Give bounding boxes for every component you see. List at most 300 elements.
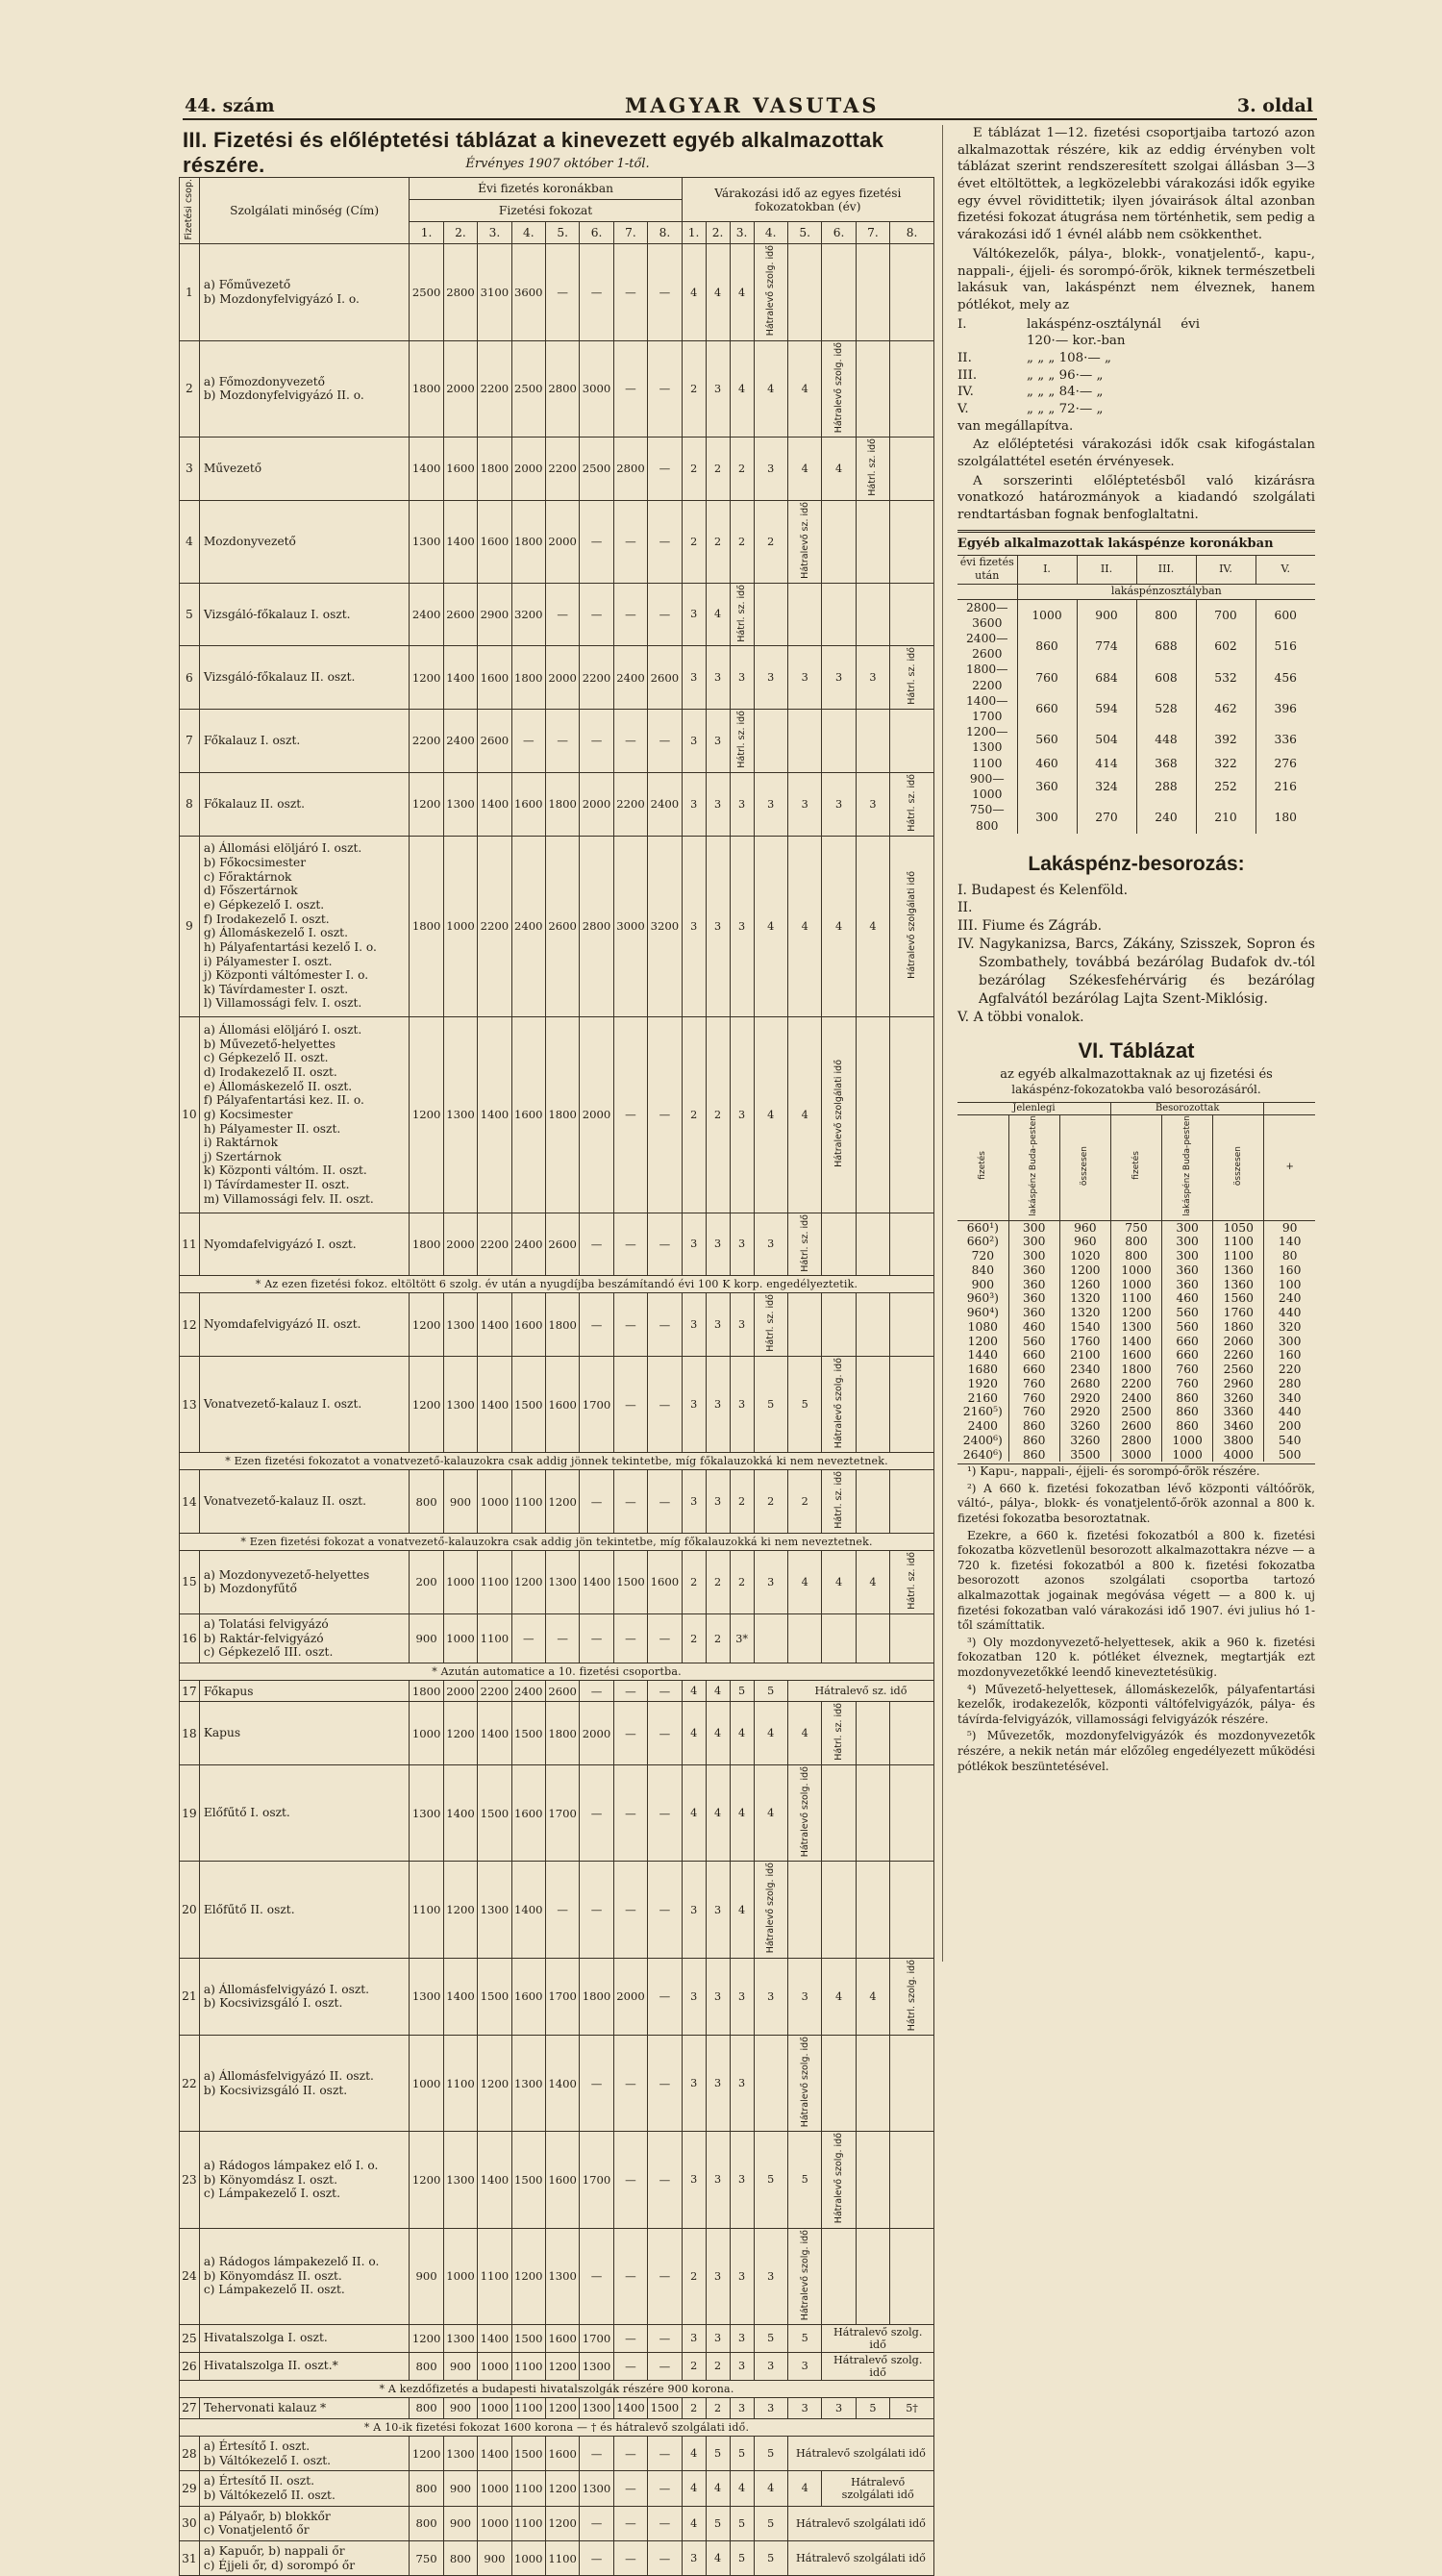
role-name: m) Villamossági felv. II. oszt.	[203, 1191, 374, 1206]
role-name: l) Távírdamester II. oszt.	[203, 1178, 350, 1192]
housing-cell: 210	[1196, 802, 1256, 833]
t6-cell: 2960	[1213, 1377, 1264, 1391]
table-row	[180, 2035, 934, 2131]
housing-col: V.	[1256, 555, 1315, 584]
salary-cell: 800	[443, 2540, 477, 2575]
wait-cell	[890, 1765, 934, 1862]
table-row	[957, 756, 1315, 771]
salary-cell: 1200	[410, 1293, 443, 1357]
table-row	[957, 1291, 1315, 1306]
t6-header	[957, 1114, 1315, 1220]
salary-cell: 1500	[511, 2436, 545, 2470]
t6-cell: 460	[1008, 1320, 1059, 1335]
wait-cell: 2	[682, 1016, 706, 1213]
t6-cell: 560	[1162, 1320, 1213, 1335]
wait-cell: 3	[706, 646, 730, 710]
salary-cell: —	[580, 1681, 613, 1702]
wait-cell: 5	[730, 2506, 754, 2540]
wait-cell	[787, 583, 821, 646]
area-list	[957, 882, 1315, 1027]
t6-cell: 860	[1162, 1405, 1213, 1419]
salary-cell: —	[613, 2035, 647, 2131]
housing-cell: 900—1000	[969, 771, 1005, 802]
wait-cell	[890, 710, 934, 773]
salary-cell: 2600	[545, 1213, 579, 1276]
table-vi-title: VI. Táblázat	[1078, 1038, 1195, 1063]
wait-cell: 4	[754, 1765, 787, 1862]
t6-cell: 1320	[1059, 1291, 1110, 1306]
t6-cell: 2560	[1213, 1363, 1264, 1377]
role-name: f) Pályafentartási kez. II. o.	[203, 1093, 364, 1108]
table-row	[180, 583, 934, 646]
salary-cell: 2600	[648, 646, 683, 710]
remaining-service: Hátralevő szolg. idő	[822, 1357, 856, 1453]
t6-cell: 3800	[1213, 1434, 1264, 1448]
wait-cell: 3	[730, 646, 754, 710]
t6-cell: 660	[1008, 1363, 1059, 1377]
wait-cell: 4	[706, 1681, 730, 1702]
t6-cell: 200	[1264, 1419, 1315, 1434]
salary-cell: 1500	[648, 2397, 683, 2418]
wait-cell: 5	[754, 2132, 787, 2228]
housing-cell: 560	[1017, 724, 1077, 755]
wait-cell	[787, 1862, 821, 1958]
role-name: f) Irodakezelő I. oszt.	[203, 912, 330, 926]
housing-col: évi fizetés után	[957, 555, 1017, 584]
housing-cell: 602	[1196, 631, 1256, 662]
role-names	[199, 1765, 410, 1862]
t6-cell: 960⁴)	[966, 1306, 999, 1320]
salary-cell: —	[613, 2324, 647, 2352]
wait-cell	[822, 2228, 856, 2324]
table-row	[957, 1419, 1315, 1434]
salary-cell: —	[580, 2506, 613, 2540]
wait-cell: 3	[682, 1357, 706, 1453]
table-row	[957, 1263, 1315, 1278]
table-row	[957, 1320, 1315, 1335]
wait-cell: 3	[730, 836, 754, 1016]
t6-col: lakáspénz Buda-pesten	[1008, 1114, 1059, 1220]
role-name: k) Központi váltóm. II. oszt.	[203, 1163, 367, 1178]
salary-cell: 2600	[478, 710, 511, 773]
t6-cell: 300	[1162, 1220, 1213, 1235]
wait-cell	[856, 1765, 889, 1862]
salary-cell: —	[613, 2132, 647, 2228]
wait-cell: 3	[682, 1470, 706, 1534]
salary-cell: —	[613, 1613, 647, 1663]
wait-cell: 5	[706, 2436, 730, 2470]
t6-cell: 1000	[1162, 1434, 1213, 1448]
role-names	[199, 2506, 410, 2540]
salary-cell: —	[613, 2506, 647, 2540]
remaining-service: Hátrl. sz. idő	[822, 1470, 856, 1534]
role-names	[199, 1958, 410, 2035]
wait-cell: 3	[706, 1862, 730, 1958]
salary-cell: 2000	[545, 646, 579, 710]
role-name: Előfűtő I. oszt.	[203, 1806, 290, 1820]
salary-cell: 1000	[478, 1470, 511, 1534]
allowance-list	[957, 316, 1315, 418]
salary-cell: —	[648, 1862, 683, 1958]
table-row	[957, 1249, 1315, 1263]
t6-cell: 1860	[1213, 1320, 1264, 1335]
salary-cell: 2200	[410, 710, 443, 773]
note-text: * A 10-ik fizetési fokozat 1600 korona — † és hátralevő szolgálati idő.	[180, 2418, 934, 2436]
wait-cell: 5	[754, 1681, 787, 1702]
salary-cell: —	[648, 710, 683, 773]
wait-cell	[890, 244, 934, 340]
housing-cell: 270	[1077, 802, 1136, 833]
wait-cell	[822, 1862, 856, 1958]
role-name: Vonatvezető-kalauz I. oszt.	[203, 1397, 362, 1412]
t6-cell: 140	[1264, 1235, 1315, 1249]
table-note	[180, 1534, 934, 1551]
t6-cell: 1020	[1059, 1249, 1110, 1263]
wait-cell: 3	[706, 2324, 730, 2352]
group-number: 5	[180, 583, 200, 646]
table-vi-subtitle: az egyéb alkalmazottaknak az uj fizetési és	[1000, 1066, 1273, 1082]
wait-cell: 3	[730, 2352, 754, 2380]
housing-cell: 414	[1077, 756, 1136, 771]
t6-cell: 360	[1008, 1263, 1059, 1278]
footnote: ⁵) Művezetők, mozdonyfelvigyázók és mozdonyvezetők részére, a nekik netán már előzőleg engedélyezett működési pótlékok beszüntetésével.	[957, 1729, 1315, 1773]
role-name: b) Mozdonyfelvigyázó I. o.	[203, 292, 360, 307]
table-row	[180, 340, 934, 437]
role-name: b) Könyomdász I. oszt.	[203, 2172, 337, 2187]
role-names	[199, 1357, 410, 1453]
group-number: 23	[180, 2132, 200, 2228]
salary-cell: 2400	[511, 1681, 545, 1702]
wait-cell: 4	[754, 1702, 787, 1765]
wait-cell: 4	[682, 2506, 706, 2540]
wait-cell: 4	[730, 1702, 754, 1765]
table-row	[180, 2506, 934, 2540]
salary-cell: 1600	[545, 2324, 579, 2352]
salary-cell: 2800	[580, 836, 613, 1016]
housing-cell: 688	[1136, 631, 1196, 662]
t6-cell: 1050	[1213, 1220, 1264, 1235]
salary-cell: 1200	[410, 1357, 443, 1453]
remaining-service: Hátralevő sz. idő	[787, 500, 821, 583]
remaining-service: Hátralevő szolgálati idő	[787, 2540, 933, 2575]
salary-cell: 3200	[648, 836, 683, 1016]
right-column	[957, 125, 1315, 1776]
table-row	[957, 1348, 1315, 1363]
salary-grade-header: 2.	[443, 222, 477, 244]
wait-cell: 3	[706, 1470, 730, 1534]
wait-cell: 3	[754, 2352, 787, 2380]
group-number: 18	[180, 1702, 200, 1765]
role-name: i) Raktárnok	[203, 1136, 279, 1150]
wait-cell: 3	[706, 1213, 730, 1276]
area-item: IV. Nagykanizsa, Barcs, Zákány, Szisszek, Sopron és Szombathely, továbbá bezárólag Budafok dv.-tól bezárólag Székesfehérvárig és bezárólag Agfalvától bezárólag Lajta Szent-Miklósig.	[957, 937, 1315, 1007]
salary-grade-header: 4.	[511, 222, 545, 244]
role-names	[199, 1681, 410, 1702]
remaining-service: Hátrl. szolg. idő	[890, 1958, 934, 2035]
wait-cell: 4	[787, 2471, 821, 2506]
remaining-service: Hátrl. sz. idő	[856, 438, 889, 501]
wait-cell: 3	[787, 1958, 821, 2035]
table-row	[957, 631, 1315, 662]
salary-grade-header: 7.	[613, 222, 647, 244]
wait-cell: 3	[754, 2228, 787, 2324]
wait-cell: 4	[706, 583, 730, 646]
salary-cell: 3200	[511, 583, 545, 646]
wait-cell	[856, 1016, 889, 1213]
wait-cell	[822, 2035, 856, 2131]
role-name: c) Főraktárnok	[203, 869, 292, 884]
t6-cell: 1100	[1110, 1291, 1161, 1306]
salary-cell: 1300	[545, 1551, 579, 1614]
salary-cell: 1000	[410, 2035, 443, 2131]
role-name: e) Gépkezelő I. oszt.	[203, 897, 325, 912]
salary-cell: 1800	[580, 1958, 613, 2035]
table-note	[180, 2380, 934, 2397]
salary-cell: 1000	[410, 1702, 443, 1765]
salary-cell: 900	[410, 2228, 443, 2324]
salary-cell: 1600	[478, 500, 511, 583]
salary-cell: —	[648, 2506, 683, 2540]
table-row	[180, 244, 934, 340]
group-number: 9	[180, 836, 200, 1016]
t6-cell: 90	[1264, 1220, 1315, 1235]
remaining-service: Hátrl. sz. idő	[787, 1213, 821, 1276]
salary-cell: 800	[410, 2471, 443, 2506]
salary-cell: —	[648, 2436, 683, 2470]
t6-cell: 2600	[1110, 1419, 1161, 1434]
table-row	[180, 1551, 934, 1614]
salary-cell: —	[648, 1016, 683, 1213]
housing-cell: 594	[1077, 693, 1136, 724]
wait-cell: 2	[682, 1613, 706, 1663]
housing-col: III.	[1136, 555, 1196, 584]
salary-cell: 1100	[478, 1551, 511, 1614]
salary-cell: 1400	[511, 1862, 545, 1958]
role-names	[199, 2436, 410, 2470]
remaining-service: Hátralevő szolg. idő	[787, 2035, 821, 2131]
salary-cell: 1300	[545, 2228, 579, 2324]
salary-cell: —	[613, 340, 647, 437]
wait-cell: 3	[730, 1213, 754, 1276]
paragraph: Váltókezelők, pálya-, blokk-, vonatjelentő-, kapu-, nappali-, éjjeli- és sorompó-őrök, kiknek természetbeli lakásuk van, lakáspénzt nem élveznek, hanem pótlékot, mely az	[957, 246, 1315, 313]
t6-cell: 1600	[1110, 1348, 1161, 1363]
wait-cell	[822, 1213, 856, 1276]
area-item: III. Fiume és Zágráb.	[957, 918, 1103, 935]
salary-cell: 2400	[613, 646, 647, 710]
table-note	[180, 1276, 934, 1293]
salary-cell: 900	[443, 2471, 477, 2506]
salary-cell: —	[648, 340, 683, 437]
salary-cell: 1000	[443, 1613, 477, 1663]
role-name: Főkapus	[203, 1684, 254, 1698]
salary-cell: —	[613, 2471, 647, 2506]
wait-cell: 3	[730, 2397, 754, 2418]
salary-table	[179, 177, 934, 2576]
role-name: a) Állomási elöljáró I. oszt.	[203, 841, 362, 856]
housing-cell: 460	[1017, 756, 1077, 771]
salary-cell: 1400	[545, 2035, 579, 2131]
wait-cell	[856, 244, 889, 340]
salary-cell: 1200	[410, 2324, 443, 2352]
salary-cell: 1400	[478, 772, 511, 836]
table-row	[180, 2228, 934, 2324]
salary-cell: 1700	[545, 1765, 579, 1862]
salary-cell: 1100	[511, 2471, 545, 2506]
salary-cell: 1800	[410, 1681, 443, 1702]
salary-cell: 1800	[511, 500, 545, 583]
salary-cell: —	[580, 1213, 613, 1276]
t6-cell: 3260	[1213, 1391, 1264, 1406]
wait-cell	[754, 583, 787, 646]
role-name: g) Kocsimester	[203, 1107, 293, 1121]
t6-cell: 860	[1162, 1419, 1213, 1434]
wait-cell: 4	[730, 340, 754, 437]
paragraph: Az előléptetési várakozási idők csak kifogástalan szolgálattétel esetén érvényesek.	[957, 438, 1315, 470]
housing-cell: 1200—1300	[965, 725, 1008, 755]
t6-cell: 1540	[1059, 1320, 1110, 1335]
t6-cell: 240	[1264, 1291, 1315, 1306]
salary-cell: 2400	[410, 583, 443, 646]
wait-cell: 3	[706, 2228, 730, 2324]
salary-cell: —	[580, 1765, 613, 1862]
salary-cell: —	[648, 2035, 683, 2131]
wait-cell: 3	[754, 1213, 787, 1276]
salary-cell: 1600	[511, 1765, 545, 1862]
t6-cell: 360	[1008, 1278, 1059, 1292]
salary-cell: —	[613, 2436, 647, 2470]
salary-cell: —	[648, 1213, 683, 1276]
wait-cell: 3*	[730, 1613, 754, 1663]
t6-cell: 1000	[1110, 1263, 1161, 1278]
t6-cell: 1300	[1110, 1320, 1161, 1335]
salary-cell: —	[648, 2471, 683, 2506]
t6-cell: 360	[1008, 1306, 1059, 1320]
salary-cell: —	[648, 583, 683, 646]
t6-cell: 960	[1059, 1220, 1110, 1235]
t6-cell: 2800	[1110, 1434, 1161, 1448]
group-number: 19	[180, 1765, 200, 1862]
salary-cell: —	[648, 1681, 683, 1702]
salary-cell: 1000	[478, 2471, 511, 2506]
salary-cell: 1300	[478, 1862, 511, 1958]
salary-cell: 1000	[478, 2506, 511, 2540]
newspaper-name: MAGYAR VASUTAS	[625, 93, 880, 117]
t6-cell: 1200	[967, 1334, 998, 1348]
salary-cell: 1100	[443, 2035, 477, 2131]
wait-cell: 3	[787, 2397, 821, 2418]
t6-cell: 960³)	[966, 1291, 999, 1306]
salary-cell: 750	[410, 2540, 443, 2575]
role-names	[199, 2540, 410, 2575]
salary-cell: 1500	[478, 1765, 511, 1862]
role-name: Főkalauz II. oszt.	[203, 796, 306, 811]
salary-cell: —	[648, 1613, 683, 1663]
remaining-service: Hátralevő sz. idő	[787, 1681, 933, 1702]
t6-cell: 1400	[1110, 1335, 1161, 1349]
group-number: 12	[180, 1293, 200, 1357]
t6-cell: 860	[1162, 1391, 1213, 1406]
housing-cell: 322	[1196, 756, 1256, 771]
salary-cell: 2000	[443, 340, 477, 437]
salary-cell: 1400	[478, 1357, 511, 1453]
table-row	[180, 1016, 934, 1213]
salary-cell: 2600	[545, 1681, 579, 1702]
salary-cell: —	[580, 1293, 613, 1357]
housing-cell: 800	[1136, 599, 1196, 631]
wait-cell: 3	[682, 2324, 706, 2352]
wait-cell	[822, 1613, 856, 1663]
table-subtitle: Érvényes 1907 október 1-től.	[465, 157, 650, 171]
group-number: 3	[180, 438, 200, 501]
t6-cell: 320	[1264, 1320, 1315, 1335]
wait-cell	[822, 1765, 856, 1862]
t6-col: +	[1264, 1114, 1315, 1220]
salary-cell: 2400	[648, 772, 683, 836]
salary-cell: —	[613, 583, 647, 646]
table-row	[180, 2540, 934, 2575]
salary-cell: 1300	[580, 2471, 613, 2506]
remaining-service: Hátrl. sz. idő	[822, 1702, 856, 1765]
wait-cell	[890, 2132, 934, 2228]
role-names	[199, 438, 410, 501]
role-name: Előfűtő II. oszt.	[203, 1902, 295, 1916]
wait-cell	[856, 1293, 889, 1357]
paragraph: van megállapítva.	[957, 418, 1074, 434]
table-row	[180, 646, 934, 710]
salary-cell: 1000	[478, 2397, 511, 2418]
salary-cell: 900	[410, 1613, 443, 1663]
role-name: d) Irodakezelő II. oszt.	[203, 1065, 337, 1079]
salary-cell: —	[613, 2352, 647, 2380]
allowance-item: III. „ „ „ 96·— „	[957, 367, 1104, 383]
t6-cell: 2400	[967, 1419, 998, 1434]
wait-cell: 3	[682, 2132, 706, 2228]
t6-cell: 800	[1110, 1249, 1161, 1263]
t6-cell: 300	[1162, 1249, 1213, 1263]
salary-cell: —	[580, 2540, 613, 2575]
wait-cell	[890, 2228, 934, 2324]
group-number: 1	[180, 244, 200, 340]
housing-cell: 392	[1196, 724, 1256, 755]
wait-cell: 3	[682, 2035, 706, 2131]
remaining-service: Hátrl. sz. idő	[730, 710, 754, 773]
role-names	[199, 1470, 410, 1534]
t6-cell: 300	[1008, 1235, 1059, 1249]
salary-cell: 1200	[410, 646, 443, 710]
t6-cell: 1360	[1213, 1263, 1264, 1278]
column-divider	[942, 125, 943, 1962]
salary-cell: 1700	[580, 1357, 613, 1453]
t6-cell: 3500	[1059, 1448, 1110, 1463]
housing-cell: 760	[1017, 662, 1077, 692]
t6-cell: 860	[1008, 1419, 1059, 1434]
wait-cell: 2	[706, 1613, 730, 1663]
t6-cell: 100	[1264, 1278, 1315, 1292]
page-number: 3. oldal	[1236, 95, 1313, 116]
salary-cell: 900	[443, 2506, 477, 2540]
table-row	[957, 1377, 1315, 1391]
t6-cell: 760	[1008, 1391, 1059, 1406]
t6-cell: 2640⁶)	[962, 1447, 1003, 1462]
salary-cell: 1300	[443, 2324, 477, 2352]
wait-cell: 4	[856, 1551, 889, 1614]
role-names	[199, 2228, 410, 2324]
wait-cell: 3	[682, 1213, 706, 1276]
table-row	[957, 1434, 1315, 1448]
wait-cell: 2	[682, 1551, 706, 1614]
role-name: a) Rádogos lámpakez elő I. o.	[203, 2158, 379, 2172]
salary-cell: —	[613, 1016, 647, 1213]
